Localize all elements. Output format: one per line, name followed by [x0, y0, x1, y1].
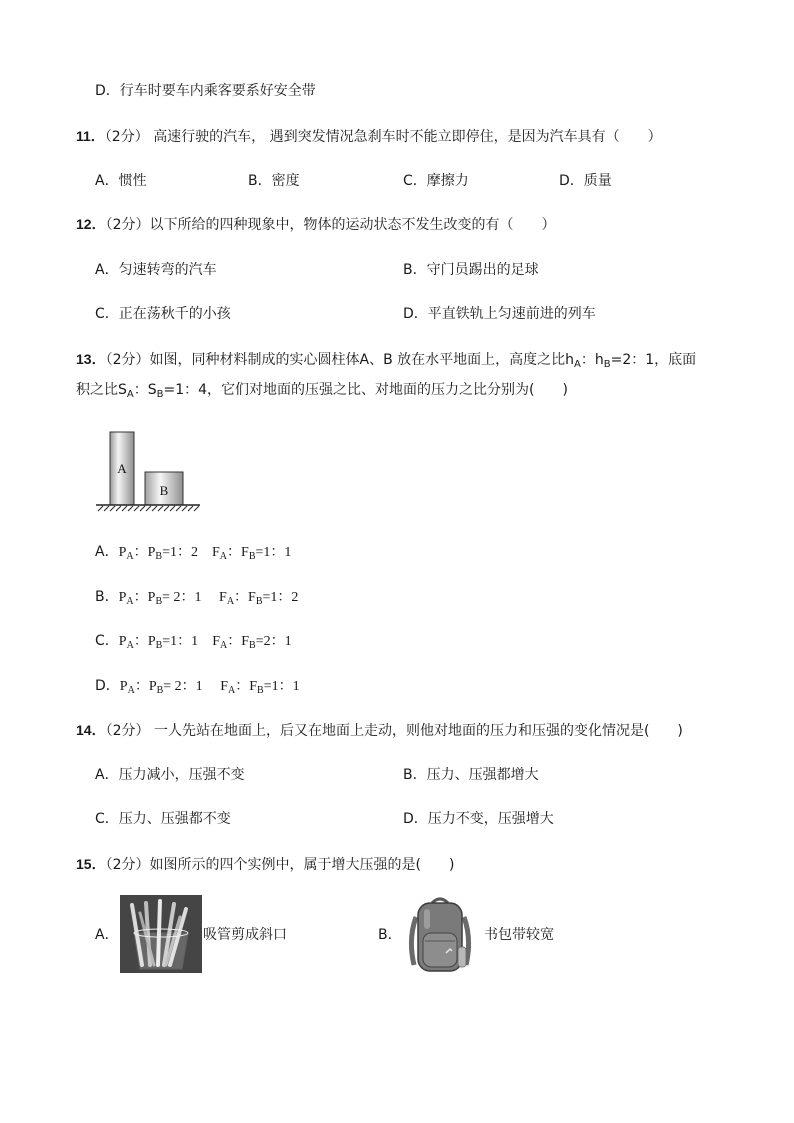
q13-option-d-f-ratio: =1：1 [263, 679, 300, 694]
colon: ： [227, 545, 242, 560]
sub-a: A [127, 685, 135, 696]
q12-option-c: C．正在荡秋千的小孩 [95, 306, 231, 322]
q11-stem-line [76, 126, 662, 147]
q12-number: 12． [76, 216, 106, 232]
f-symbol: F [248, 590, 256, 605]
sub-b: B [255, 596, 263, 607]
q15-score: （2分） [105, 857, 150, 873]
p-symbol: P [118, 590, 127, 605]
q13-score: （2分） [105, 352, 150, 368]
q13-option-b-f-ratio: =1：2 [262, 590, 299, 605]
sub-a: A [227, 685, 236, 696]
q14-option-c: C．压力、压强都不变 [95, 811, 231, 827]
q13-line2-part1: 积之比S [76, 382, 127, 398]
p-symbol: P [118, 634, 127, 649]
sub-a: A [219, 551, 228, 562]
q13-option-d-p-ratio: = 2：1 [163, 679, 203, 694]
q14-option-d: D．压力不变，压强增大 [403, 811, 554, 827]
q13-option-c-p-ratio: =1：1 [162, 634, 199, 649]
p-symbol: P [148, 679, 157, 694]
sub-b: B [156, 685, 164, 696]
q13-option-b [95, 587, 298, 608]
colon: ： [235, 679, 250, 694]
q15-number: 15． [76, 856, 106, 872]
q11-score: （2分） [104, 129, 149, 145]
q13-sub-b: B [603, 359, 611, 370]
p-symbol: P [147, 634, 156, 649]
q13-line2-sub-a: A [126, 389, 134, 400]
q13-option-a-f-ratio: =1：1 [255, 545, 292, 560]
q12-option-b: B．守门员踢出的足球 [403, 262, 539, 278]
f-symbol: F [241, 634, 250, 649]
q13-option-a-p-ratio: =1：2 [162, 545, 198, 560]
q13-option-b-p-ratio: = 2：1 [162, 590, 202, 605]
q11-option-c: C．摩擦力 [403, 173, 469, 189]
q15-stem-line [76, 854, 454, 875]
q15-option-a-letter: A． [95, 927, 119, 943]
q13-stem-line1 [76, 349, 696, 370]
p-symbol: P [147, 545, 156, 560]
q15-option-b-text: 书包带较宽 [484, 927, 554, 943]
q13-sub-a: A [574, 359, 581, 370]
sub-a: A [219, 640, 228, 651]
sub-b: B [155, 596, 163, 607]
f-symbol: F [241, 545, 249, 560]
sub-b: B [249, 640, 256, 651]
q13-option-d-letter: D． [95, 678, 120, 694]
q13-option-a [95, 542, 291, 563]
colon: ： [227, 634, 242, 649]
sub-a: A [226, 596, 235, 607]
q10-option-d: D．行车时要车内乘客要系好安全带 [95, 83, 316, 99]
q14-option-b: B．压力、压强都增大 [403, 767, 539, 783]
f-symbol: F [249, 679, 258, 694]
q13-colon-h: ：h [580, 352, 604, 368]
q13-option-d [95, 676, 300, 697]
ground-hatching [98, 506, 199, 511]
q13-option-c-f-ratio: =2：1 [255, 634, 292, 649]
sub-a: A [126, 596, 134, 607]
q13-stem-part1: 如图，同种材料制成的实心圆柱体A、B 放在水平地面上，高度之比h [149, 352, 575, 368]
colon: ： [133, 634, 148, 649]
cylinder-b-label: B [159, 483, 169, 498]
q12-stem: 以下所给的四种现象中，物体的运动状态不发生改变的有（ ） [149, 217, 556, 233]
q13-stem-part2: =2：1，底面 [610, 352, 697, 368]
f-symbol: F [219, 590, 227, 605]
q15-option-a-text: 吸管剪成斜口 [203, 927, 287, 943]
q15-option-b-letter: B． [378, 927, 402, 943]
q14-option-a: A．压力减小，压强不变 [95, 767, 245, 783]
cylinder-a-label: A [117, 461, 127, 476]
q14-score: （2分） [105, 723, 150, 739]
sub-b: B [155, 551, 163, 562]
q11-option-b: B．密度 [248, 173, 300, 189]
q13-option-c-letter: C． [95, 633, 119, 649]
q11-option-a: A．惯性 [95, 173, 147, 189]
colon: ： [234, 590, 249, 605]
q12-score: （2分） [105, 217, 150, 233]
q11-option-d: D．质量 [559, 173, 612, 189]
straws-photo [120, 895, 202, 973]
q13-option-b-letter: B． [95, 589, 119, 605]
sub-b: B [257, 685, 264, 696]
q13-line2-colon: ：S [133, 382, 157, 398]
q12-option-d: D．平直铁轨上匀速前进的列车 [403, 306, 596, 322]
f-symbol: F [211, 545, 220, 560]
q12-stem-line [76, 214, 556, 235]
sub-a: A [126, 640, 134, 651]
q14-number: 14． [76, 722, 106, 738]
q15-stem: 如图所示的四个实例中，属于增大压强的是( ) [149, 857, 455, 873]
q13-line2-part2: =1：4，它们对地面的压强之比、对地面的压力之比分别为( ) [163, 382, 568, 398]
p-symbol: P [118, 545, 127, 560]
q13-cylinders-figure [94, 428, 204, 514]
q14-stem: 一人先站在地面上，后又在地面上走动，则他对地面的压力和压强的变化情况是( ) [153, 723, 683, 739]
q11-number: 11． [76, 128, 105, 144]
p-symbol: P [119, 679, 128, 694]
f-symbol: F [212, 634, 220, 649]
q12-option-a: A．匀速转弯的汽车 [95, 262, 217, 278]
q13-option-c [95, 631, 292, 652]
f-symbol: F [220, 679, 228, 694]
backpack-photo [406, 895, 474, 975]
colon: ： [133, 590, 148, 605]
colon: ： [134, 679, 149, 694]
q14-stem-line [76, 720, 683, 741]
sub-a: A [126, 551, 134, 562]
sub-b: B [248, 551, 256, 562]
q13-option-a-letter: A． [95, 544, 119, 560]
p-symbol: P [147, 590, 156, 605]
q11-stem: 高速行驶的汽车， 遇到突发情况急刹车时不能立即停住，是因为汽车具有（ ） [153, 129, 662, 145]
q13-number: 13． [76, 351, 106, 367]
colon: ： [133, 545, 148, 560]
sub-b: B [155, 640, 163, 651]
q13-line2-sub-b: B [156, 389, 164, 400]
q13-stem-line2 [76, 380, 568, 400]
